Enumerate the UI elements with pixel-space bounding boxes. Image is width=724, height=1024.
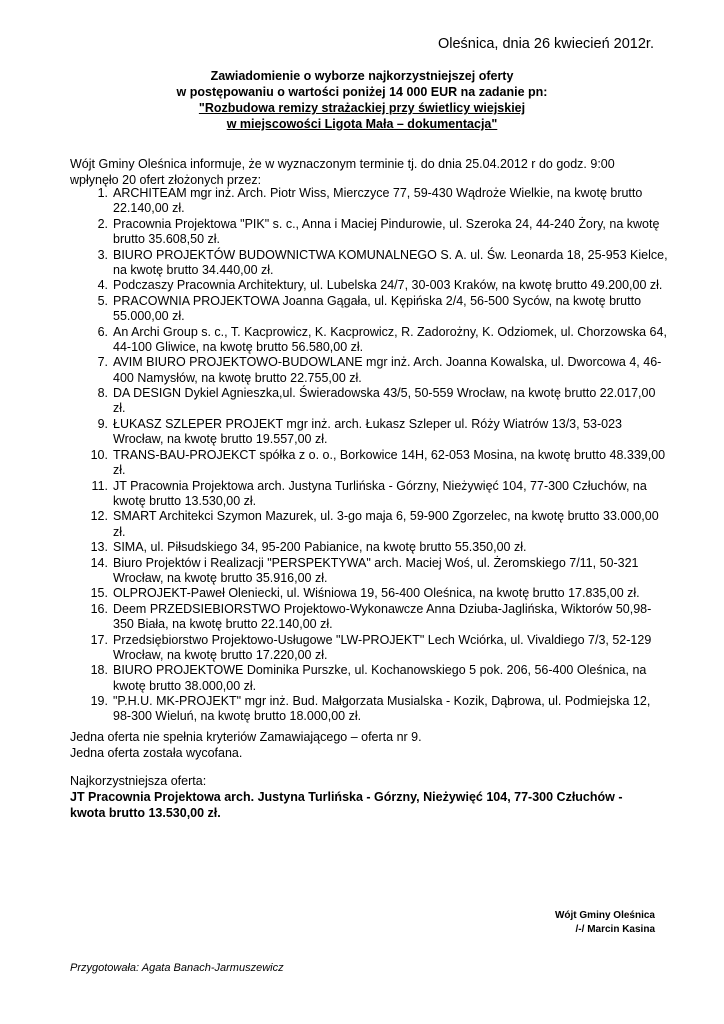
offer-item [70,479,670,510]
offer-text: Przedsiębiorstwo Projektowo-Usługowe "LW-PROJEKT" Lech Wciórka, ul. Vivaldiego 7/3, 52-129 Wrocław, na kwotę brutto 17.220,00 zł. [113,632,652,662]
offer-number: 4. [97,278,108,293]
intro-line-2: wpłynęło 20 ofert złożonych przez: [70,173,262,187]
offer-item [70,540,670,555]
offer-text: AVIM BIURO PROJEKTOWO-BUDOWLANE mgr inż. Arch. Joanna Kowalska, ul. Dworcowa 4, 46-400 Namysłów, na kwotę brutto 22.755,00 zł. [113,355,662,385]
offer-number: 9. [97,416,108,431]
offer-text: ARCHITEAM mgr inż. Arch. Piotr Wiss, Mierczyce 77, 59-430 Wądroże Wielkie, na kwotę brutto 22.140,00 zł. [113,186,643,216]
note-line-1: Jedna oferta nie spełnia kryteriów Zamawiającego – oferta nr 9. [70,730,422,744]
offer-text: Pracownia Projektowa "PIK" s. c., Anna i Maciej Pindurowie, ul. Szeroka 24, 44-240 Żory, na kwotę brutto 35.608,50 zł. [113,216,660,247]
signature-title: Wójt Gminy Oleśnica [554,910,655,921]
offer-number: 1. [97,186,108,200]
offer-item [70,386,670,417]
offer-text: OLPROJEKT-Paweł Oleniecki, ul. Wiśniowa 19, 56-400 Oleśnica, na kwotę brutto 17.835,00 zł. [113,586,640,601]
offer-item [70,355,670,386]
offer-item [70,248,670,279]
offer-text: SIMA, ul. Piłsudskiego 34, 95-200 Pabianice, na kwotę brutto 55.350,00 zł. [113,540,527,555]
best-offer-winner: JT Pracownia Projektowa arch. Justyna Turlińska - Górzny, Nieżywięć 104, 77-300 Człuchów - kwota brutto 13.530,00 zł. [70,790,623,820]
offer-number: 15. [90,586,108,601]
offer-text: DA DESIGN Dykiel Agnieszka,ul. Świeradowska 43/5, 50-559 Wrocław, na kwotę brutto 22.017,00 zł. [113,386,656,416]
notes-paragraph [70,729,422,761]
title-line-1: Zawiadomienie o wyborze najkorzystniejszej oferty [210,69,514,83]
document-title [0,68,724,132]
best-offer-label: Najkorzystniejsza oferta: [70,774,207,788]
title-line-3: "Rozbudowa remizy strażackiej przy świetlicy wiejskiej [198,101,526,115]
offer-number: 11. [91,478,108,493]
offers-list [70,186,670,725]
offer-item [70,509,670,540]
signature-name: /-/ Marcin Kasina [575,924,655,935]
offer-number: 12. [90,509,108,524]
offer-number: 13. [90,540,108,555]
offer-text: "P.H.U. MK-PROJEKT" mgr inż. Bud. Małgorzata Musialska - Kozik, Dąbrowa, ul. Podmiejska 12, 98-300 Wieluń, na kwotę brutto 18.000,00 zł. [113,694,651,724]
offer-number: 6. [97,324,108,339]
offer-item [70,694,670,725]
offer-item [70,633,670,664]
intro-paragraph [70,156,670,188]
signature-block [555,909,655,937]
offer-number: 8. [97,386,108,401]
offer-text: PRACOWNIA PROJEKTOWA Joanna Gągała, ul. Kępińska 2/4, 56-500 Syców, na kwotę brutto 55.000,00 zł. [113,293,642,324]
offer-text: An Archi Group s. c., T. Kacprowicz, K. Kacprowicz, R. Zadorożny, K. Odziomek, ul. Chorzowska 64, 44-100 Gliwice, na kwotę brutto 56.580,00 zł. [113,324,667,354]
intro-line-1: Wójt Gminy Oleśnica informuje, że w wyznaczonym terminie tj. do dnia 25.04.2012 r do godz. 9:00 [70,157,615,171]
offer-number: 14. [90,555,108,570]
offer-number: 16. [90,601,108,616]
offer-text: Podczaszy Pracownia Architektury, ul. Lubelska 24/7, 30-003 Kraków, na kwotę brutto 49.200,00 zł. [113,278,663,293]
offer-number: 10. [90,447,108,462]
offer-text: SMART Architekci Szymon Mazurek, ul. 3-go maja 6, 59-900 Zgorzelec, na kwotę brutto 33.000,00 zł. [113,509,659,539]
offer-item [70,417,670,448]
offer-number: 7. [97,355,108,370]
date-line: Oleśnica, dnia 26 kwiecień 2012r. [437,36,654,52]
offer-item [70,663,670,694]
offer-text: BIURO PROJEKTOWE Dominika Purszke, ul. Kochanowskiego 5 pok. 206, 56-400 Oleśnica, na kwotę brutto 38.000,00 zł. [113,663,647,693]
best-offer-section [70,773,660,821]
offer-item [70,186,670,217]
offer-item [70,448,670,479]
offer-item [70,217,670,248]
offer-item [70,325,670,356]
offer-number: 2. [97,216,108,231]
offer-number: 17. [90,632,108,647]
offer-text: ŁUKASZ SZLEPER PROJEKT mgr inż. arch. Łukasz Szleper ul. Róży Wiatrów 13/3, 53-023 Wrocław, na kwotę brutto 19.557,00 zł. [113,416,622,447]
prepared-by: Przygotowała: Agata Banach-Jarmuszewicz [70,962,284,974]
offer-item [70,294,670,325]
offer-number: 18. [90,663,108,678]
offer-text: Deem PRZEDSIEBIORSTWO Projektowo-Wykonawcze Anna Dziuba-Jaglińska, Wiktorów 50,98-350 Biała, na kwotę brutto 22.140,00 zł. [113,601,652,632]
offer-item [70,556,670,587]
note-line-2: Jedna oferta została wycofana. [70,746,243,760]
offer-item [70,602,670,633]
offer-number: 5. [97,293,108,308]
offer-text: Biuro Projektów i Realizacji "PERSPEKTYWA" arch. Maciej Woś, ul. Żeromskiego 7/11, 50-321 Wrocław, na kwotę brutto 35.916,00 zł. [113,555,639,585]
offer-text: JT Pracownia Projektowa arch. Justyna Turlińska - Górzny, Nieżywięć 104, 77-300 Człuchów, na kwotę brutto 13.530,00 zł. [113,478,647,508]
title-line-4: w miejscowości Ligota Mała – dokumentacja" [226,117,498,131]
offer-text: BIURO PROJEKTÓW BUDOWNICTWA KOMUNALNEGO S. A. ul. Św. Leonarda 18, 25-953 Kielce, na kwotę brutto 34.440,00 zł. [113,247,668,277]
offer-number: 3. [97,247,108,262]
offer-item [70,586,670,601]
offer-item [70,278,670,293]
offer-number: 19. [90,694,108,709]
title-line-2: w postępowaniu o wartości poniżej 14 000 EUR na zadanie pn: [176,85,548,99]
offer-text: TRANS-BAU-PROJEKCT spółka z o. o., Borkowice 14H, 62-053 Mosina, na kwotę brutto 48.339,00 zł. [113,447,666,478]
